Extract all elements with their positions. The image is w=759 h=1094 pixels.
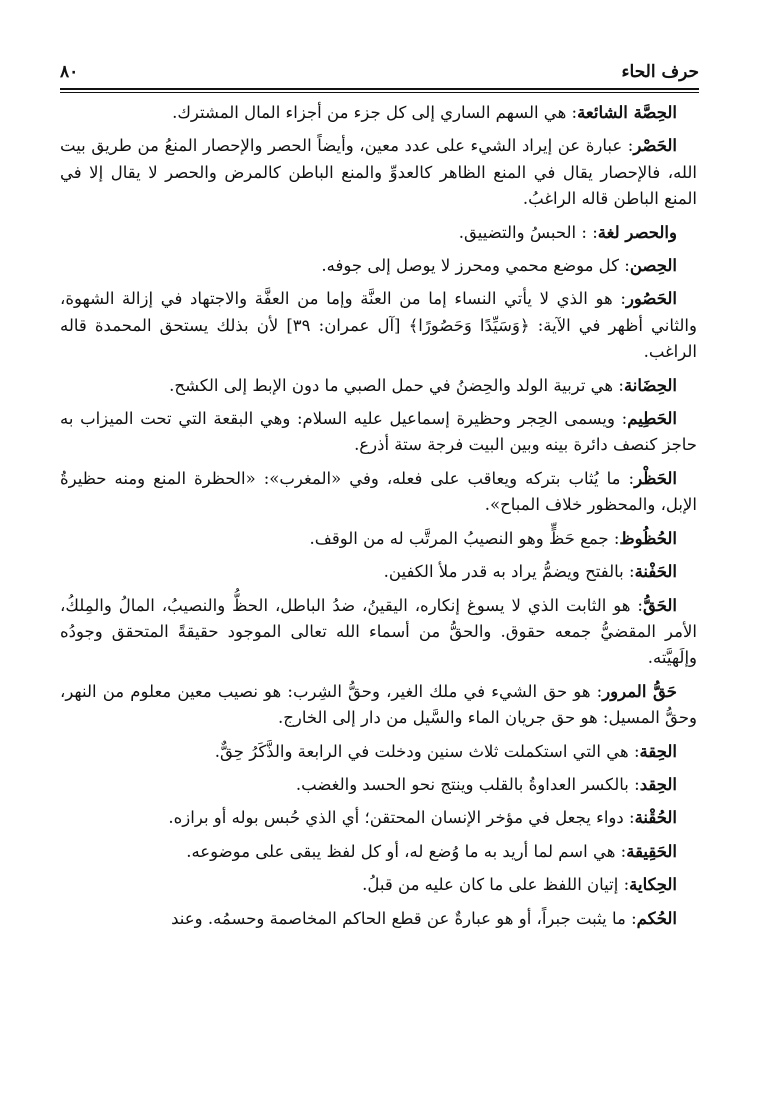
entry-term: الحَفْنة — [634, 562, 677, 582]
entry-definition: هو حق الشيء في ملك الغير، وحقُّ الشِرب: هو نصيب معين معلوم من النهر، وحقُّ المسيل: هو حق جريان الماء والسَّيل من دار إلى الخارج. — [60, 681, 697, 728]
entry-definition: هو الثابت الذي لا يسوغ إنكاره، اليقينُ، ضدُ الباطل، الحظُّ والنصيبُ، المالُ والمِلكُ، الأمر المقضيُّ جمعه حقوق. والحقُّ من أسماء الله تعالى الموجود حقيقةً المتحقق وجودُه وإلَهيَّته. — [60, 595, 697, 668]
entry-hazr: الحَظْر: ما يُثاب بتركه ويعاقب على فعله، وفي «المغرب»: «الحظرة المنع ومنه حظيرةُ الإبل، والمحظور خلاف المباح». — [60, 468, 697, 515]
dictionary-entries — [60, 100, 697, 939]
entry-term: الحَطِيم — [627, 409, 677, 429]
entry-definition: : الحبسُ والتضييق. — [458, 222, 587, 242]
entry-haqq: الحَقُّ: هو الثابت الذي لا يسوغ إنكاره، اليقينُ، ضدُ الباطل، الحظُّ والنصيبُ، المالُ والمِلكُ، الأمر المقضيُّ جمعه حقوق. والحقُّ من أسماء الله تعالى الموجود حقيقةً المتحقق وجودُه وإلَهيَّته. — [60, 595, 697, 668]
entry-definition: بالكسر العداوةُ بالقلب وينتج نحو الحسد والغضب. — [295, 774, 629, 794]
entry-haqiqa: الحَقِيقة: هي اسم لما أريد به ما وُضع له، أو كل لفظ يبقى على موضوعه. — [186, 841, 677, 861]
entry-definition: دواء يجعل في مؤخر الإنسان المحتقن؛ أي الذي حُبس بوله أو برازه. — [168, 808, 624, 828]
entry-hafna: الحَفْنة: بالفتح ويضمُّ يراد به قدر ملأ الكفين. — [383, 562, 677, 582]
entry-definition: إتيان اللفظ على ما كان عليه من قبلُ. — [362, 875, 619, 895]
entry-definition: عبارة عن إيراد الشيء على عدد معين، وأيضاً الحصر والإحصار المنعُ من طريق بيت الله، فالإحصار يقال في المنع الظاهر كالعدوِّ والمنع الباطن كالمرض والحصر لا يقال إلا في المنع الباطن قاله الراغبُ. — [60, 136, 697, 209]
entry-term: الحِقد — [639, 774, 677, 794]
entry-term: حَقُّ المرور — [602, 681, 677, 701]
entry-definition: ويسمى الحِجر وحظيرة إسماعيل عليه السلام: وهي البقعة التي تحت الميزاب به حاجز كنصف دائرة بينه وبين البيت فرجة ستة أذرع. — [60, 409, 697, 455]
entry-term: الحِقة — [639, 741, 677, 761]
entry-hasur: الحَصُور: هو الذي لا يأتي النساء إما من العنَّة وإما من العفَّة والاجتهاد في إزالة الشهوة، والثاني أظهر في الآية: ﴿وَسَيِّدًا وَحَصُورًا﴾ [آل عمران: ٣٩] لأن بذلك يستحق المحمدة قاله الراغب. — [60, 289, 697, 362]
entry-hiqd: الحِقد: بالكسر العداوةُ بالقلب وينتج نحو الحسد والغضب. — [295, 774, 677, 794]
entry-haqq-murur: حَقُّ المرور: هو حق الشيء في ملك الغير، وحقُّ الشِرب: هو نصيب معين معلوم من النهر، وحقُّ المسيل: هو حق جريان الماء والسَّيل من دار إلى الخارج. — [60, 681, 697, 728]
page-header — [60, 56, 699, 82]
entry-term: الحَقِيقة — [626, 841, 677, 861]
entry-term: الحَقُّ — [642, 595, 677, 615]
chapter-title: حرف الحاء — [621, 62, 699, 82]
entry-huzuz: الحُظُوظ: جمع حَظٍّ وهو النصيبُ المرتَّب له من الوقف. — [309, 528, 677, 548]
entry-definition: هي اسم لما أريد به ما وُضع له، أو كل لفظ يبقى على موضوعه. — [186, 841, 616, 861]
entry-hasr-lugha: والحصر لغة: : الحبسُ والتضييق. — [458, 222, 677, 242]
entry-definition: ما يثبت جبراً، أو هو عبارةٌ عن قطع الحاكم المخاصمة وحسمُه. وعند — [171, 908, 626, 928]
entry-hisn: الحِصن: كل موضع محمي ومحرز لا يوصل إلى جوفه. — [321, 256, 677, 276]
entry-definition: كل موضع محمي ومحرز لا يوصل إلى جوفه. — [321, 256, 620, 276]
entry-term: الحَصُور — [625, 289, 678, 309]
entry-hatim: الحَطِيم: ويسمى الحِجر وحظيرة إسماعيل عليه السلام: وهي البقعة التي تحت الميزاب به حاجز كنصف دائرة بينه وبين البيت فرجة ستة أذرع. — [60, 409, 697, 455]
entry-term: الحِكاية — [629, 875, 677, 895]
entry-definition: بالفتح ويضمُّ يراد به قدر ملأ الكفين. — [383, 562, 624, 582]
entry-term: الحُقْنة — [634, 808, 677, 828]
entry-term: الحِصَّة الشائعة — [577, 103, 677, 122]
entry-hissa-shaia: الحِصَّة الشائعة: هي السهم الساري إلى كل جزء من أجزاء المال المشترك. — [172, 103, 677, 122]
entry-hikaya: الحِكاية: إتيان اللفظ على ما كان عليه من قبلُ. — [362, 875, 677, 895]
entry-term: الحَصْر — [633, 136, 677, 156]
header-rule-thin — [60, 92, 699, 93]
entry-term: الحَظْر — [634, 468, 677, 488]
entry-definition: هو الذي لا يأتي النساء إما من العنَّة وإما من العفَّة والاجتهاد في إزالة الشهوة، والثاني أظهر في الآية: ﴿وَسَيِّدًا وَحَصُورًا﴾ [آل عمران: ٣٩] لأن بذلك يستحق المحمدة قاله الراغب. — [60, 289, 697, 362]
entry-term: الحُكم — [636, 908, 677, 928]
entry-definition: هي تربية الولد والحِضنُ في حمل الصبي ما دون الإبط إلى الكشح. — [169, 375, 614, 395]
entry-term: الحُظُوظ — [619, 528, 677, 548]
entry-definition: هي السهم الساري إلى كل جزء من أجزاء المال المشترك. — [172, 103, 567, 122]
entry-hidana: الحِضَانة: هي تربية الولد والحِضنُ في حمل الصبي ما دون الإبط إلى الكشح. — [169, 375, 677, 395]
entry-huqna: الحُقْنة: دواء يجعل في مؤخر الإنسان المحتقن؛ أي الذي حُبس بوله أو برازه. — [168, 808, 677, 828]
entry-term: والحصر لغة — [597, 222, 677, 242]
entry-definition: جمع حَظٍّ وهو النصيبُ المرتَّب له من الوقف. — [309, 528, 609, 548]
entry-term: الحِصن — [629, 256, 677, 276]
entry-hiqqa: الحِقة: هي التي استكملت ثلاث سنين ودخلت في الرابعة والذَّكَرُ حِقٌّ. — [214, 741, 677, 761]
entry-definition: ما يُثاب بتركه ويعاقب على فعله، وفي «المغرب»: «الحظرة المنع ومنه حظيرةُ الإبل، والمحظور خلاف المباح». — [60, 468, 697, 515]
entry-hasr: الحَصْر: عبارة عن إيراد الشيء على عدد معين، وأيضاً الحصر والإحصار المنعُ من طريق بيت الله، فالإحصار يقال في المنع الظاهر كالعدوِّ والمنع الباطن كالمرض والحصر لا يقال إلا في المنع الباطن قاله الراغبُ. — [60, 136, 697, 209]
entry-term: الحِضَانة — [623, 375, 677, 395]
entry-hukm: الحُكم: ما يثبت جبراً، أو هو عبارةٌ عن قطع الحاكم المخاصمة وحسمُه. وعند — [171, 908, 677, 928]
header-rule-thick — [60, 88, 699, 90]
entry-definition: هي التي استكملت ثلاث سنين ودخلت في الرابعة والذَّكَرُ حِقٌّ. — [214, 741, 629, 761]
page-number: ٨٠ — [60, 62, 79, 82]
